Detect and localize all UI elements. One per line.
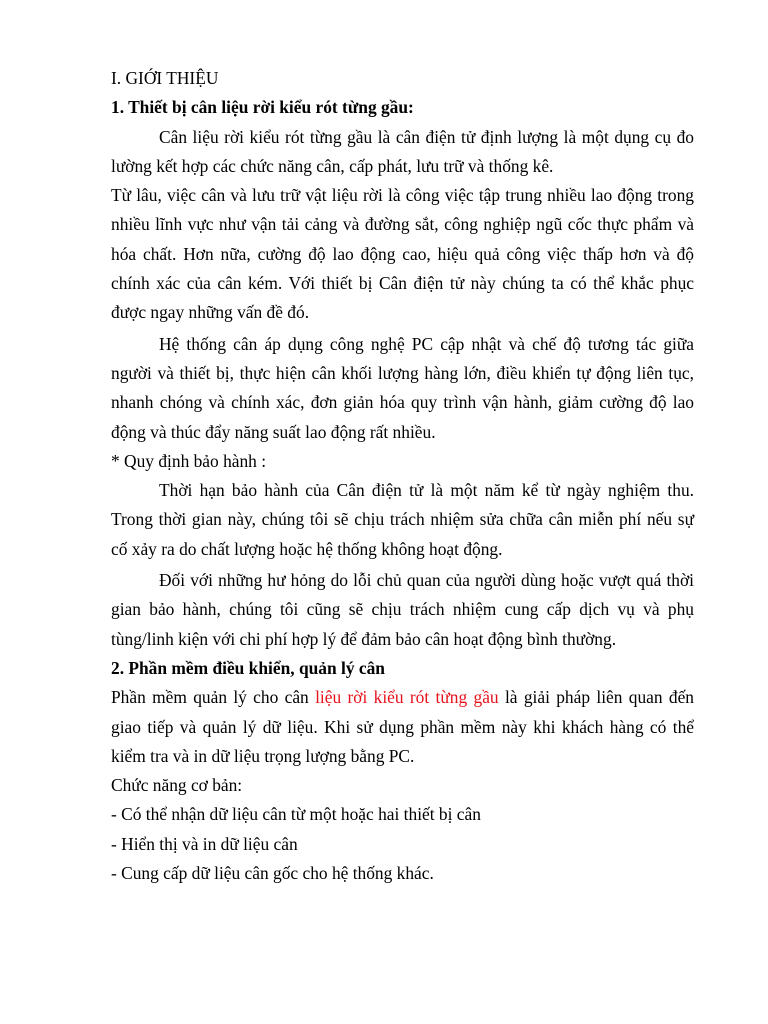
text-line: nhiều lĩnh vực như vận tải cảng và đường sắt, công nghiệp ngũ cốc thực phẩm và (111, 214, 694, 235)
highlighted-term: liệu rời kiểu rót từng gầu (315, 687, 499, 708)
text-line: động và thúc đẩy năng suất lao động rất nhiều. (111, 421, 436, 442)
text-line: hóa chất. Hơn nữa, cường độ lao động cao, hiệu quả công việc thấp hơn và độ (111, 243, 694, 264)
paragraph-system (111, 330, 694, 447)
text-line: nhanh chóng và chính xác, đơn giản hóa quy trình vận hành, giảm cường độ lao (111, 392, 694, 413)
functions-heading: Chức năng cơ bản: (111, 775, 243, 796)
text-line: lường kết hợp các chức năng cân, cấp phát, lưu trữ và thống kê. (111, 155, 554, 176)
text-line: cố xảy ra do chất lượng hoặc hệ thống không hoạt động. (111, 538, 503, 559)
warranty-heading: * Quy định bảo hành : (111, 450, 267, 471)
paragraph-software (111, 683, 694, 771)
paragraph-intro (111, 123, 694, 182)
text-line: kiểm tra và in dữ liệu trọng lượng bằng PC. (111, 745, 415, 766)
text-line: Cân liệu rời kiểu rót từng gầu là cân điện tử định lượng là một dụng cụ đo (159, 126, 694, 147)
list-item: - Có thể nhận dữ liệu cân từ một hoặc hai thiết bị cân (111, 804, 481, 825)
text-line: Hệ thống cân áp dụng công nghệ PC cập nhật và chế độ tương tác giữa (159, 333, 694, 354)
paragraph-damage (111, 566, 694, 654)
paragraph-history (111, 181, 694, 327)
document-body (111, 64, 694, 888)
text-line: gian bảo hành, chúng tôi cũng sẽ chịu trách nhiệm cung cấp dịch vụ và phụ (111, 599, 694, 620)
list-item: - Hiển thị và in dữ liệu cân (111, 833, 298, 854)
functions-list (111, 800, 694, 888)
text-line: được ngay những vấn đề đó. (111, 302, 310, 323)
section-heading: I. GIỚI THIỆU (111, 68, 219, 88)
heading-software: 2. Phần mềm điều khiển, quản lý cân (111, 657, 385, 678)
paragraph-warranty (111, 476, 694, 564)
text-line (111, 683, 694, 712)
text-line: Từ lâu, việc cân và lưu trữ vật liệu rời là công việc tập trung nhiều lao động trong (111, 185, 694, 206)
text-segment: Phần mềm quản lý cho cân (111, 687, 316, 708)
heading-device: 1. Thiết bị cân liệu rời kiểu rót từng gầu: (111, 97, 414, 118)
text-line: Thời hạn bảo hành của Cân điện tử là một năm kể từ ngày nghiệm thu. (159, 480, 694, 501)
text-line: chính xác của cân kém. Với thiết bị Cân điện tử này chúng ta có thể khắc phục (111, 273, 694, 294)
text-line: tùng/linh kiện với chi phí hợp lý để đảm bảo cân hoạt động bình thường. (111, 628, 617, 649)
text-line: giao tiếp và quản lý dữ liệu. Khi sử dụng phần mềm này khi khách hàng có thể (111, 716, 694, 737)
text-segment: là giải pháp liên quan đến (498, 687, 694, 708)
text-line: người và thiết bị, thực hiện cân khối lượng hàng lớn, điều khiển tự động liên tục, (111, 362, 694, 383)
text-line: Đối với những hư hỏng do lỗi chủ quan của người dùng hoặc vượt quá thời (159, 570, 694, 591)
text-line: Trong thời gian này, chúng tôi sẽ chịu trách nhiệm sửa chữa cân miễn phí nếu sự (111, 509, 694, 530)
list-item: - Cung cấp dữ liệu cân gốc cho hệ thống khác. (111, 863, 434, 884)
